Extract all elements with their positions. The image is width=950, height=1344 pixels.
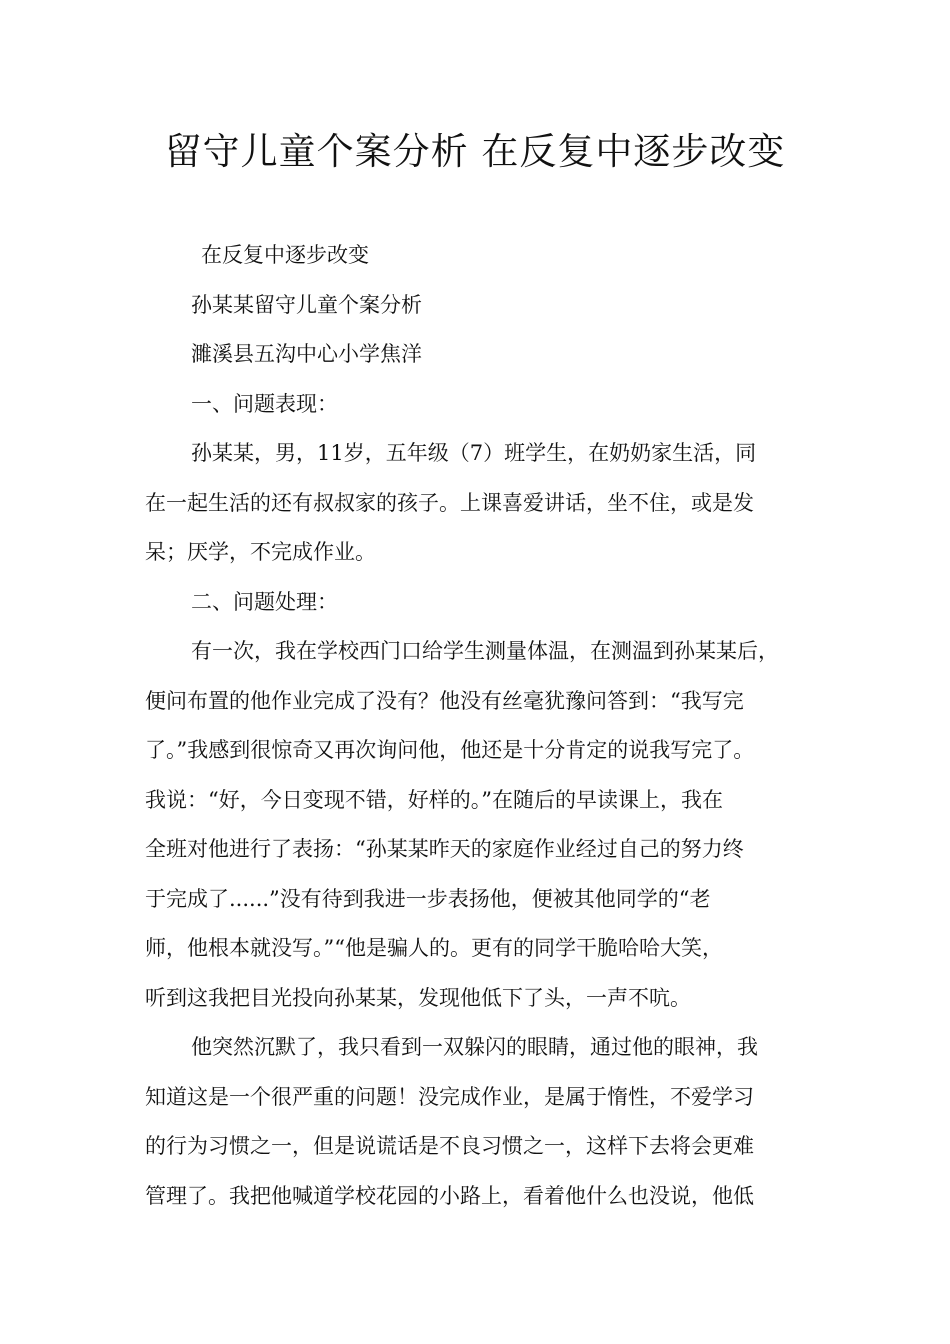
paragraph-line: 听到这我把目光投向孙某某，发现他低下了头，一声不吭。 — [145, 985, 691, 1010]
section-heading: 一、问题表现： — [191, 391, 338, 416]
case-title-line: 孙某某留守儿童个案分析 — [191, 292, 422, 317]
author-line: 濉溪县五沟中心小学焦洋 — [191, 342, 422, 366]
paragraph-line: 全班对他进行了表扬：“孙某某昨天的家庭作业经过自己的努力终 — [145, 837, 744, 861]
paragraph-line: 有一次，我在学校西门口给学生测量体温，在测温到孙某某后， — [191, 639, 779, 663]
paragraph-line: 了。”我感到很惊奇又再次询问他，他还是十分肯定的说我写完了。 — [145, 738, 755, 762]
paragraph-line: 知道这是一个很严重的问题！没完成作业，是属于惰性，不爱学习 — [145, 1084, 754, 1109]
paragraph-line: 我说：“好，今日变现不错，好样的。”在随后的早读课上，我在 — [145, 787, 723, 812]
paragraph-line: 管理了。我把他喊道学校花园的小路上，看着他什么也没说，他低 — [145, 1183, 754, 1208]
section-heading: 二、问题处理： — [191, 589, 338, 614]
subtitle-line: 在反复中逐步改变 — [201, 243, 369, 267]
paragraph-line: 在一起生活的还有叔叔家的孩子。上课喜爱讲话，坐不住，或是发 — [145, 490, 754, 515]
paragraph-line: 的行为习惯之一，但是说谎话是不良习惯之一，这样下去将会更难 — [145, 1134, 754, 1158]
paragraph-line: 于完成了......”没有待到我进一步表扬他，便被其他同学的“老 — [145, 886, 711, 911]
paragraph-line: 师，他根本就没写。”“他是骗人的。更有的同学干脆哈哈大笑， — [145, 936, 723, 960]
paragraph-line: 便问布置的他作业完成了没有？他没有丝毫犹豫问答到：“我写完 — [145, 688, 744, 713]
paragraph-line: 呆；厌学，不完成作业。 — [145, 540, 376, 564]
paragraph-line: 他突然沉默了，我只看到一双躲闪的眼睛，通过他的眼神，我 — [191, 1035, 758, 1059]
paragraph-line: 孙某某，男，11岁，五年级（7）班学生，在奶奶家生活，同 — [191, 441, 757, 465]
document-title: 留守儿童个案分析 在反复中逐步改变 — [164, 130, 786, 173]
document-body — [145, 231, 807, 1221]
